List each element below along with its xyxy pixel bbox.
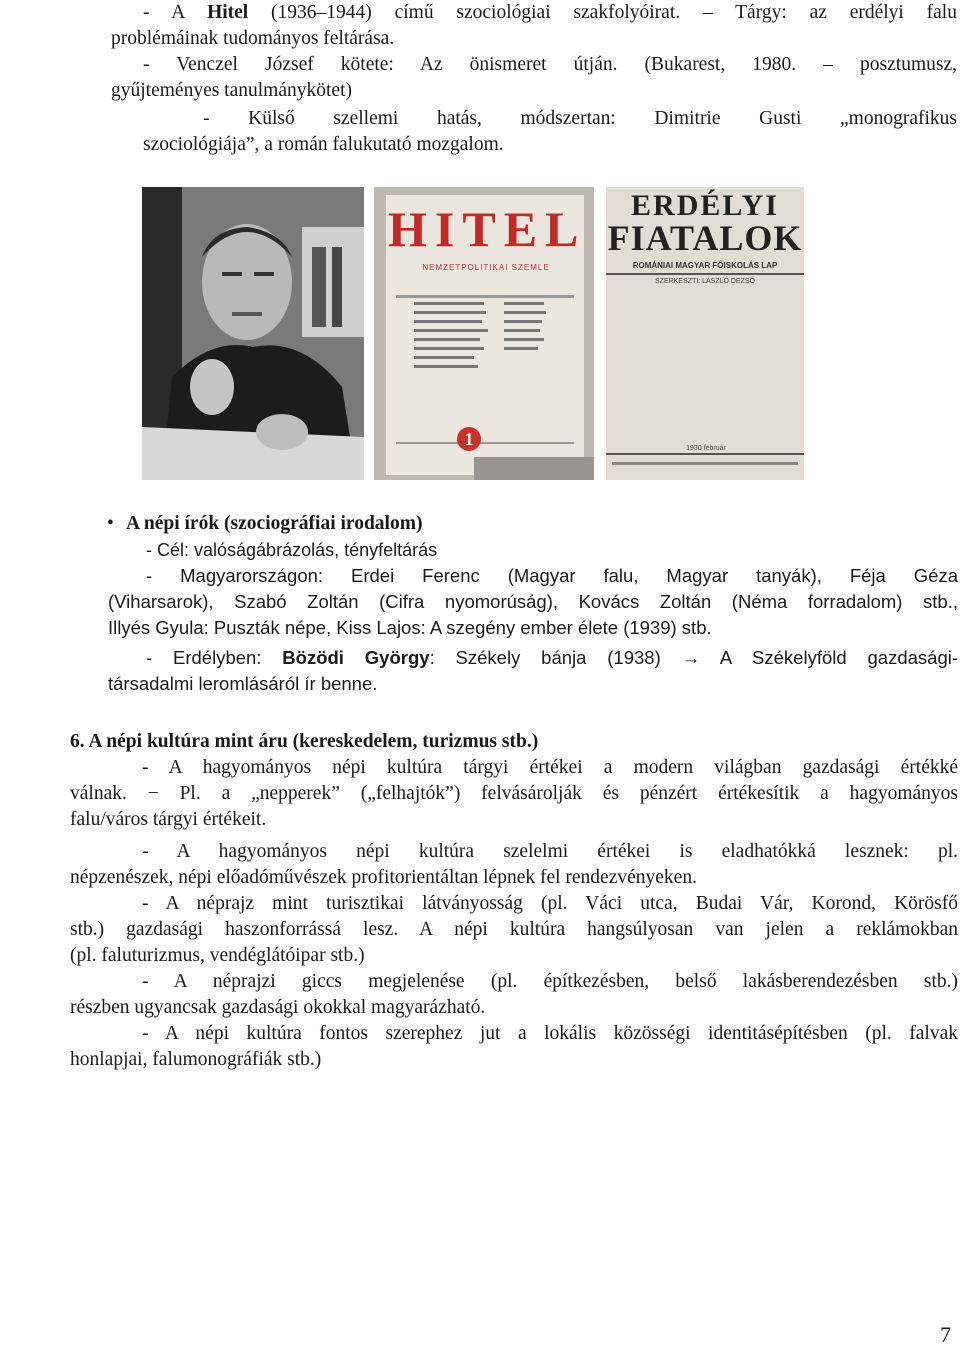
section-heading: A népi írók (szociográfiai irodalom)	[126, 513, 423, 534]
section-6-body: - A hagyományos népi kultúra tárgyi értékei a modern világban gazdasági értékké válnak. − Pl. a „nepperek” („felhajtók”) felvásárolják és pénzért értékesítik a hagyományos falu/város tárgyi értékeit. - A hagyományos népi kultúra szelelmi értékei is eladhatókká lesznek: pl. népzenészek, népi előadóművészek profitorientáltan lépnek fel rendezvényeken. - A néprajz mint turisztikai látványosság (pl. Váci utca, Budai Vár, Korond, Körösfő stb.) gazdasági haszonforrássá lesz. A népi kultúra hangsúlyosan van jelen a reklámokban (pl. faluturizmus, vendéglátóipar stb.) - A néprajzi giccs megjelenése (pl. építkezésben, belső lakásberendezésben stb.) részben ugyancsak gazdasági okokkal magyarázható. - A népi kultúra fontos szerephez jut a lokális közösségi identitásépítésben (pl. falvak honlapjai, falumonográfiák stb.)	[70, 757, 958, 1070]
portrait-photo	[142, 187, 364, 480]
section-nepi-irok: A népi írók (szociográfiai irodalom) - Cél: valóságábrázolás, tényfeltárás	[126, 511, 958, 563]
image-row	[0, 187, 960, 480]
hitel-cover-image: HITEL NEMZETPOLITIKAI SZEMLE 1	[374, 187, 594, 480]
paragraph-magyarorszagon: - Magyarországon: Erdei Ferenc (Magyar falu, Magyar tanyák), Féja Géza (Viharsarok), Szabó Zoltán (Cifra nyomorúság), Kovács Zoltán (Néma forradalom) stb., Illyés Gyula: Puszták népe, Kiss Lajos: A szegény ember élete (1939) stb.	[108, 565, 958, 638]
bullet-marker: •	[107, 513, 114, 534]
section-6-heading: 6. A népi kultúra mint áru (kereskedelem, turizmus stb.)	[70, 731, 539, 752]
paragraph-erdelyben: - Erdélyben: Bözödi György: Székely bánja (1938) → A Székelyföld gazdasági- társadalmi leromlásáról ír benne.	[108, 647, 959, 694]
paragraph-gusti: - Külső szellemi hatás, módszertan: Dimitrie Gusti „monografikus szociológiája”, a román falukutató mozgalom.	[143, 108, 957, 155]
paragraph-venczel: - Venczel József kötete: Az önismeret útján. (Bukarest, 1980. – posztumusz, gyűjteményes tanulmánykötet)	[111, 54, 957, 101]
section-6	[70, 729, 958, 755]
page-number: 7	[940, 1322, 951, 1347]
paragraph-hitel: - A Hitel (1936–1944) című szociológiai szakfolyóirat. – Tárgy: az erdélyi falu problémáinak tudományos feltárása.	[111, 2, 957, 49]
erdelyi-fiatalok-cover-image: ERDÉLYI FIATALOK ROMÁNIAI MAGYAR FŐISKOLÁS LAP SZERKESZTI: LÁSZLÓ DEZSŐ 1930 február	[606, 187, 804, 480]
